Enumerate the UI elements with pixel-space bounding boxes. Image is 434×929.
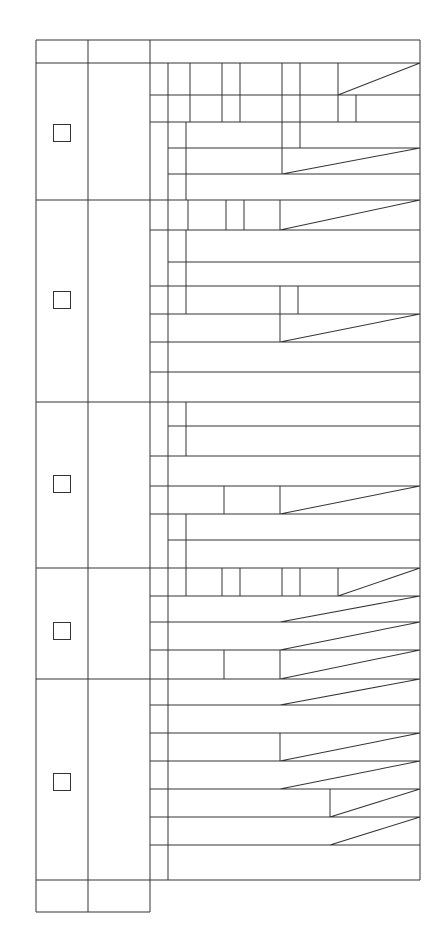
question-number-box bbox=[53, 622, 71, 640]
question-number-box bbox=[53, 291, 71, 309]
question-number-box bbox=[53, 773, 71, 791]
question-number-box bbox=[53, 475, 71, 493]
question-number-box bbox=[53, 124, 71, 142]
